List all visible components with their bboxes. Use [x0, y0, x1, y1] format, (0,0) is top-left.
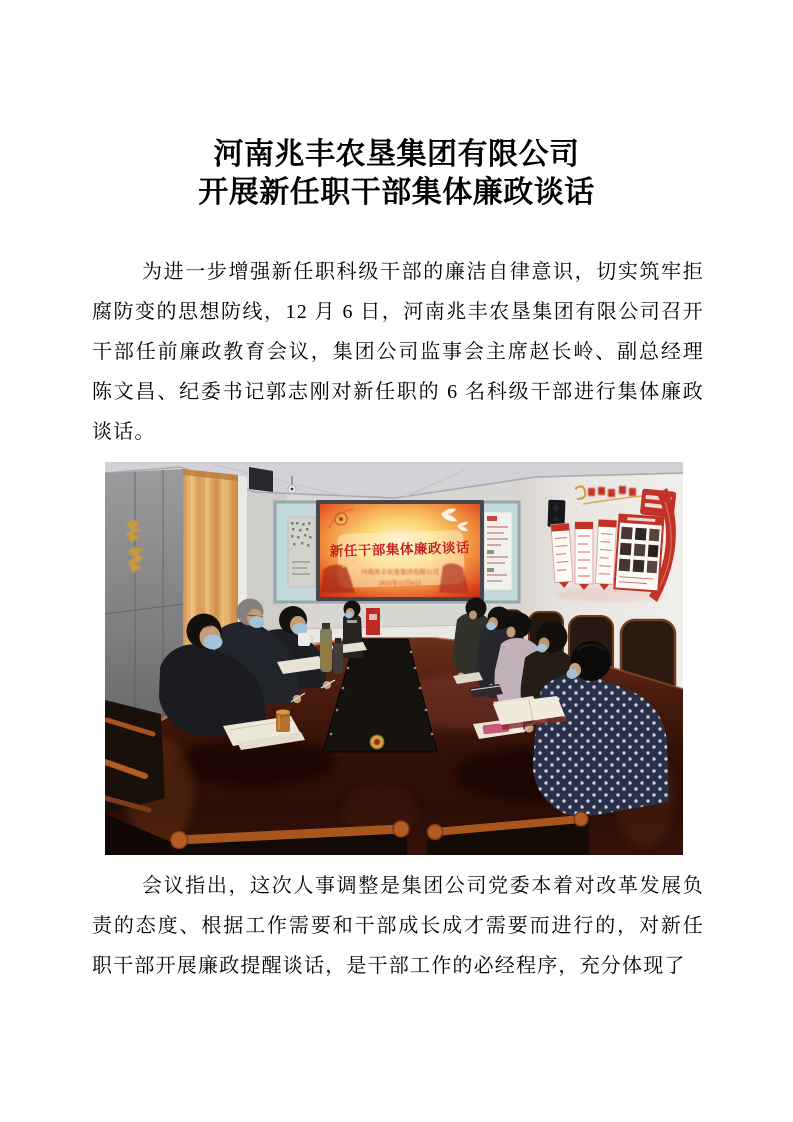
article-title-line2: 开展新任职干部集体廉政谈话: [198, 176, 595, 209]
fire-extinguisher-box: [366, 608, 380, 635]
projection-screen: [316, 500, 484, 601]
wall-mounted-box: [249, 467, 273, 492]
paragraph-2: 会议指出，这次人事调整是集团公司党委本着对改革发展负责的态度、根据工作需要和干部成长成才需要而进行的，对新任职干部开展廉政提醒谈话，是干部工作的必经程序，充分体现了: [92, 875, 704, 977]
slide-subtitle-date: 2022年12月6日: [378, 580, 422, 587]
board-poster-right: [484, 512, 512, 590]
paragraph-1: 为进一步增强新任职科级干部的廉洁自律意识，切实筑牢拒腐防变的思想防线，12 月 6 日，河南兆丰农垦集团有限公司召开干部任前廉政教育会议，集团公司监事会主席赵长岭、副总经理陈文昌、纪委书记郭志刚对新任职的 6 名科级干部进行集体廉政谈话。: [92, 261, 704, 443]
meeting-photo: [105, 462, 683, 855]
thermos-bottle-1: [320, 623, 332, 672]
table-end-chair-left: [105, 700, 165, 814]
article-title: [0, 136, 793, 212]
board-poster-left: [288, 517, 315, 587]
culture-wall-panels: [551, 520, 617, 591]
thermos-bottle-2: [333, 638, 343, 674]
slide-title: 新任干部集体廉政谈话: [329, 540, 471, 559]
speaker: [548, 500, 566, 528]
meeting-photo-scene: [105, 462, 683, 855]
culture-wall-photo-grid: [614, 515, 663, 592]
article-title-line1: 河南兆丰农垦集团有限公司: [213, 138, 580, 171]
tea-glass: [276, 710, 290, 733]
slide-subtitle-company: 河南兆丰农垦集团有限公司: [361, 569, 439, 576]
